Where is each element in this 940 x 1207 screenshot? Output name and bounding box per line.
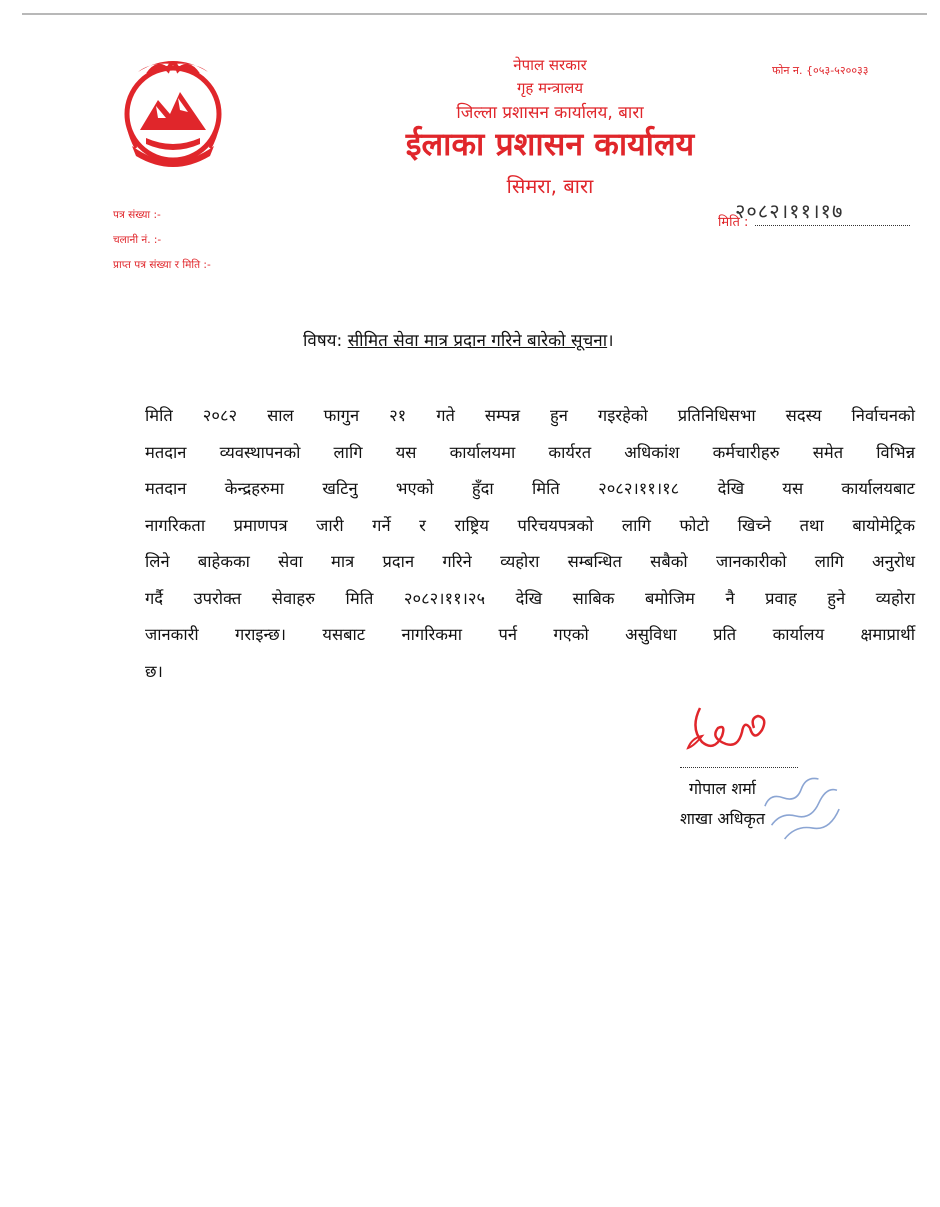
body-line: जानकारी गराइन्छ। यसबाट नागरिकमा पर्न गएको असुविधा प्रति कार्यालय क्षमाप्रार्थी — [145, 625, 915, 644]
body-line: लिने बाहेकका सेवा मात्र प्रदान गरिने व्यहोरा सम्बन्धित सबैको जानकारीको लागि अनुरोध — [145, 552, 915, 571]
body-line: नागरिकता प्रमाणपत्र जारी गर्ने र राष्ट्रिय परिचयपत्रको लागि फोटो खिच्ने तथा बायोमेट्रिक — [145, 515, 915, 535]
phone-number: फोन न. {०५३-५२००३३ — [772, 64, 869, 77]
body-line: मतदान व्यवस्थापनको लागि यस कार्यालयमा कार्यरत अधिकांश कर्मचारीहरु समेत विभिन्न — [145, 442, 915, 462]
nepal-emblem-icon — [118, 52, 228, 170]
subject-line — [303, 328, 614, 351]
office-stamp-icon — [758, 760, 848, 850]
body-line: गर्दै उपरोक्त सेवाहरु मिति २०८२।११।२५ देखि साबिक बमोजिम नै प्रवाह हुने व्यहोरा — [145, 588, 915, 608]
signatory-name: गोपाल शर्मा — [689, 779, 756, 798]
subject-label: विषय: — [303, 331, 343, 351]
subject-text: सीमित सेवा मात्र प्रदान गरिने बारेको सूचना — [347, 331, 608, 351]
top-border — [22, 13, 927, 15]
body-line: छ। — [145, 661, 163, 681]
subject-end: । — [607, 331, 614, 351]
date-dotted-line — [755, 225, 910, 226]
body-line: मतदान केन्द्रहरुमा खटिनु भएको हुँदा मिति २०८२।११।१८ देखि यस कार्यालयबाट — [145, 479, 915, 498]
notice-body — [145, 398, 915, 690]
date-value: २०८२।११।१७ — [735, 199, 844, 223]
received-letter-label: प्राप्त पत्र संख्या र मिति :- — [113, 259, 211, 271]
district-office-heading: जिल्ला प्रशासन कार्यालय, बारा — [456, 103, 644, 123]
signatory-title: शाखा अधिकृत — [680, 809, 765, 828]
ministry-heading: गृह मन्त्रालय — [516, 79, 584, 97]
signature-icon — [680, 698, 775, 760]
government-heading: नेपाल सरकार — [513, 56, 587, 74]
letter-number-label: पत्र संख्या :- — [113, 209, 161, 221]
office-name-heading: ईलाका प्रशासन कार्यालय — [405, 125, 695, 163]
body-line: मिति २०८२ साल फागुन २१ गते सम्पन्न हुन गइरहेको प्रतिनिधिसभा सदस्य निर्वाचनको — [145, 406, 915, 425]
dispatch-number-label: चलानी नं. :- — [113, 234, 162, 246]
location-heading: सिमरा, बारा — [506, 174, 594, 198]
date-label: मिति : — [718, 215, 749, 230]
